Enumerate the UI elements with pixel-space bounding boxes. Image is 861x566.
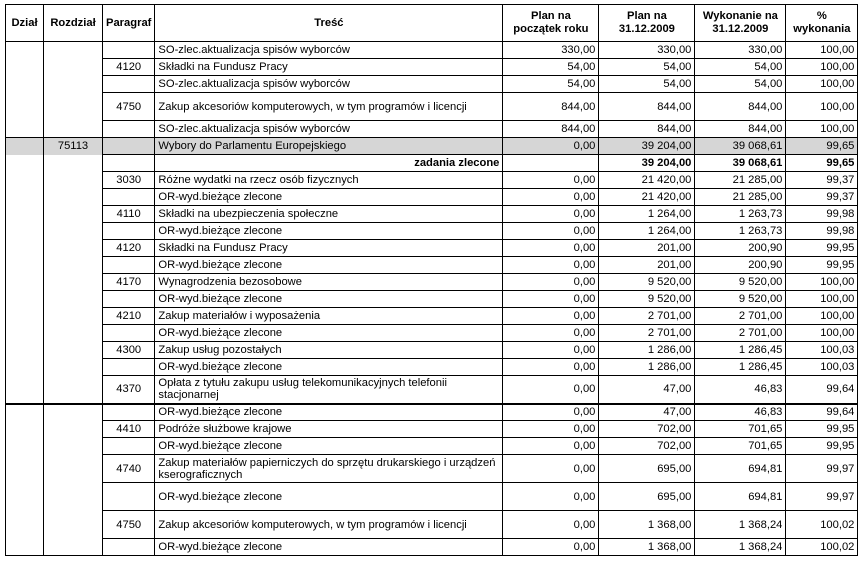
cell-plan-end: 39 204,00	[599, 155, 695, 172]
cell-dzial	[6, 325, 44, 342]
cell-procent: 99,95	[786, 421, 858, 438]
header-plan-start: Plan na początek roku	[503, 5, 599, 42]
cell-plan-start: 0,00	[503, 455, 599, 483]
table-row	[6, 189, 858, 206]
cell-tresc: OR-wyd.bieżące zlecone	[155, 257, 503, 274]
cell-dzial	[6, 342, 44, 359]
cell-dzial	[6, 189, 44, 206]
cell-procent: 99,37	[786, 189, 858, 206]
cell-plan-end: 1 286,00	[599, 342, 695, 359]
cell-dzial	[6, 455, 44, 483]
cell-procent: 99,65	[786, 155, 858, 172]
cell-dzial	[6, 240, 44, 257]
cell-dzial	[6, 59, 44, 76]
table-row	[6, 257, 858, 274]
cell-plan-start: 0,00	[503, 257, 599, 274]
cell-paragraf	[103, 42, 155, 59]
cell-procent: 100,00	[786, 76, 858, 93]
table-row	[6, 206, 858, 223]
cell-paragraf	[103, 359, 155, 376]
cell-paragraf	[103, 76, 155, 93]
cell-wykonanie: 1 263,73	[695, 206, 786, 223]
cell-wykonanie: 844,00	[695, 93, 786, 121]
cell-procent: 99,97	[786, 483, 858, 511]
cell-procent: 99,37	[786, 172, 858, 189]
cell-rozdzial	[44, 155, 103, 172]
cell-plan-start: 0,00	[503, 483, 599, 511]
cell-tresc: Składki na Fundusz Pracy	[155, 59, 503, 76]
cell-tresc: Zakup materiałów i wyposażenia	[155, 308, 503, 325]
cell-rozdzial	[44, 342, 103, 359]
cell-plan-end: 9 520,00	[599, 291, 695, 308]
table-row	[6, 223, 858, 240]
cell-paragraf: 4370	[103, 376, 155, 404]
cell-wykonanie: 844,00	[695, 121, 786, 138]
cell-rozdzial	[44, 189, 103, 206]
cell-wykonanie: 1 286,45	[695, 342, 786, 359]
header-wykonanie: Wykonanie na 31.12.2009	[695, 5, 786, 42]
cell-plan-start: 0,00	[503, 189, 599, 206]
cell-plan-end: 844,00	[599, 121, 695, 138]
cell-paragraf: 4740	[103, 455, 155, 483]
cell-tresc: Składki na ubezpieczenia społeczne	[155, 206, 503, 223]
cell-procent: 99,95	[786, 257, 858, 274]
cell-procent: 99,98	[786, 206, 858, 223]
cell-plan-end: 39 204,00	[599, 138, 695, 155]
cell-procent: 100,00	[786, 308, 858, 325]
cell-rozdzial	[44, 257, 103, 274]
cell-tresc: Zakup materiałów papierniczych do sprzętu drukarskiego i urządzeń kserograficznych	[155, 455, 503, 483]
cell-tresc: OR-wyd.bieżące zlecone	[155, 404, 503, 421]
cell-tresc: Zakup usług pozostałych	[155, 342, 503, 359]
cell-procent: 100,00	[786, 93, 858, 121]
cell-plan-start: 844,00	[503, 93, 599, 121]
cell-plan-start: 0,00	[503, 274, 599, 291]
cell-wykonanie: 200,90	[695, 240, 786, 257]
cell-paragraf: 4410	[103, 421, 155, 438]
cell-tresc: OR-wyd.bieżące zlecone	[155, 483, 503, 511]
table-row	[6, 59, 858, 76]
cell-wykonanie: 54,00	[695, 59, 786, 76]
cell-paragraf: 4110	[103, 206, 155, 223]
cell-rozdzial	[44, 455, 103, 483]
cell-paragraf	[103, 404, 155, 421]
cell-plan-start: 0,00	[503, 240, 599, 257]
table-row	[6, 93, 858, 121]
table-row	[6, 421, 858, 438]
cell-plan-end: 1 264,00	[599, 223, 695, 240]
header-tresc: Treść	[155, 5, 503, 42]
cell-paragraf: 4750	[103, 93, 155, 121]
cell-procent: 100,00	[786, 42, 858, 59]
cell-wykonanie: 694,81	[695, 455, 786, 483]
cell-plan-end: 695,00	[599, 483, 695, 511]
cell-paragraf	[103, 138, 155, 155]
table-row	[6, 42, 858, 59]
cell-paragraf: 4300	[103, 342, 155, 359]
cell-procent: 100,00	[786, 325, 858, 342]
header-row	[6, 5, 858, 42]
cell-wykonanie: 1 368,24	[695, 539, 786, 556]
cell-dzial	[6, 359, 44, 376]
table-row	[6, 483, 858, 511]
cell-dzial	[6, 274, 44, 291]
cell-wykonanie: 701,65	[695, 438, 786, 455]
cell-rozdzial	[44, 93, 103, 121]
budget-table	[5, 4, 858, 556]
table-row	[6, 342, 858, 359]
cell-procent: 100,02	[786, 539, 858, 556]
cell-plan-start: 0,00	[503, 223, 599, 240]
cell-tresc: zadania zlecone	[155, 155, 503, 172]
cell-rozdzial	[44, 376, 103, 404]
cell-rozdzial	[44, 206, 103, 223]
cell-plan-start: 0,00	[503, 421, 599, 438]
header-procent: % wykonania	[786, 5, 858, 42]
header-plan-end: Plan na 31.12.2009	[599, 5, 695, 42]
cell-procent: 100,00	[786, 291, 858, 308]
table-body	[6, 42, 858, 556]
cell-paragraf: 4120	[103, 240, 155, 257]
cell-plan-end: 21 420,00	[599, 189, 695, 206]
cell-procent: 100,03	[786, 342, 858, 359]
cell-procent: 99,98	[786, 223, 858, 240]
cell-wykonanie: 2 701,00	[695, 325, 786, 342]
cell-tresc: Składki na Fundusz Pracy	[155, 240, 503, 257]
cell-wykonanie: 200,90	[695, 257, 786, 274]
cell-dzial	[6, 93, 44, 121]
cell-dzial	[6, 172, 44, 189]
cell-dzial	[6, 121, 44, 138]
cell-plan-end: 54,00	[599, 76, 695, 93]
table-row	[6, 438, 858, 455]
cell-procent: 100,02	[786, 511, 858, 539]
cell-dzial	[6, 76, 44, 93]
cell-procent: 99,65	[786, 138, 858, 155]
cell-plan-end: 702,00	[599, 438, 695, 455]
cell-plan-start: 0,00	[503, 539, 599, 556]
cell-paragraf	[103, 325, 155, 342]
cell-wykonanie: 1 263,73	[695, 223, 786, 240]
cell-tresc: OR-wyd.bieżące zlecone	[155, 539, 503, 556]
cell-plan-start: 54,00	[503, 76, 599, 93]
cell-plan-start: 844,00	[503, 121, 599, 138]
cell-wykonanie: 701,65	[695, 421, 786, 438]
cell-dzial	[6, 483, 44, 511]
cell-plan-end: 2 701,00	[599, 325, 695, 342]
cell-plan-start: 0,00	[503, 438, 599, 455]
cell-procent: 100,00	[786, 121, 858, 138]
cell-procent: 100,03	[786, 359, 858, 376]
cell-plan-start: 0,00	[503, 359, 599, 376]
cell-tresc: SO-zlec.aktualizacja spisów wyborców	[155, 42, 503, 59]
cell-wykonanie: 46,83	[695, 404, 786, 421]
cell-plan-start: 0,00	[503, 511, 599, 539]
cell-tresc: OR-wyd.bieżące zlecone	[155, 291, 503, 308]
cell-paragraf: 4210	[103, 308, 155, 325]
table-row	[6, 291, 858, 308]
header-paragraf: Paragraf	[103, 5, 155, 42]
cell-dzial	[6, 308, 44, 325]
cell-rozdzial	[44, 308, 103, 325]
table-row	[6, 155, 858, 172]
cell-plan-start: 54,00	[503, 59, 599, 76]
cell-tresc: Podróże służbowe krajowe	[155, 421, 503, 438]
cell-plan-start: 0,00	[503, 172, 599, 189]
cell-rozdzial	[44, 121, 103, 138]
cell-plan-end: 695,00	[599, 455, 695, 483]
table-row	[6, 138, 858, 155]
cell-wykonanie: 39 068,61	[695, 138, 786, 155]
table-row	[6, 76, 858, 93]
cell-wykonanie: 694,81	[695, 483, 786, 511]
table-row	[6, 455, 858, 483]
cell-procent: 100,00	[786, 59, 858, 76]
cell-rozdzial	[44, 223, 103, 240]
cell-paragraf: 3030	[103, 172, 155, 189]
cell-wykonanie: 9 520,00	[695, 274, 786, 291]
table-row	[6, 325, 858, 342]
cell-dzial	[6, 42, 44, 59]
cell-plan-end: 47,00	[599, 376, 695, 404]
cell-dzial	[6, 438, 44, 455]
cell-procent: 99,64	[786, 376, 858, 404]
cell-plan-end: 21 420,00	[599, 172, 695, 189]
cell-rozdzial: 75113	[44, 138, 103, 155]
cell-plan-end: 9 520,00	[599, 274, 695, 291]
cell-plan-start	[503, 155, 599, 172]
cell-tresc: Opłata z tytułu zakupu usług telekomunikacyjnych telefonii stacjonarnej	[155, 376, 503, 404]
cell-rozdzial	[44, 42, 103, 59]
cell-rozdzial	[44, 404, 103, 421]
cell-procent: 99,64	[786, 404, 858, 421]
cell-dzial	[6, 138, 44, 155]
cell-dzial	[6, 223, 44, 240]
cell-paragraf: 4170	[103, 274, 155, 291]
cell-dzial	[6, 376, 44, 404]
cell-procent: 99,97	[786, 455, 858, 483]
cell-paragraf	[103, 121, 155, 138]
cell-plan-end: 54,00	[599, 59, 695, 76]
cell-tresc: OR-wyd.bieżące zlecone	[155, 359, 503, 376]
header-rozdzial: Rozdział	[44, 5, 103, 42]
cell-wykonanie: 330,00	[695, 42, 786, 59]
cell-rozdzial	[44, 274, 103, 291]
cell-plan-start: 0,00	[503, 342, 599, 359]
cell-tresc: Zakup akcesoriów komputerowych, w tym programów i licencji	[155, 511, 503, 539]
cell-tresc: SO-zlec.aktualizacja spisów wyborców	[155, 76, 503, 93]
cell-plan-end: 201,00	[599, 240, 695, 257]
cell-tresc: OR-wyd.bieżące zlecone	[155, 438, 503, 455]
cell-dzial	[6, 539, 44, 556]
cell-plan-end: 2 701,00	[599, 308, 695, 325]
cell-dzial	[6, 291, 44, 308]
cell-procent: 99,95	[786, 438, 858, 455]
cell-plan-start: 0,00	[503, 138, 599, 155]
cell-plan-start: 0,00	[503, 291, 599, 308]
table-row	[6, 308, 858, 325]
cell-tresc: Wynagrodzenia bezosobowe	[155, 274, 503, 291]
cell-paragraf	[103, 291, 155, 308]
cell-rozdzial	[44, 76, 103, 93]
cell-rozdzial	[44, 421, 103, 438]
table-row	[6, 376, 858, 404]
cell-plan-start: 0,00	[503, 404, 599, 421]
cell-tresc: SO-zlec.aktualizacja spisów wyborców	[155, 121, 503, 138]
cell-plan-start: 0,00	[503, 325, 599, 342]
cell-tresc: OR-wyd.bieżące zlecone	[155, 223, 503, 240]
table-row	[6, 172, 858, 189]
cell-wykonanie: 2 701,00	[695, 308, 786, 325]
cell-wykonanie: 46,83	[695, 376, 786, 404]
cell-wykonanie: 1 368,24	[695, 511, 786, 539]
table-row	[6, 121, 858, 138]
cell-tresc: Wybory do Parlamentu Europejskiego	[155, 138, 503, 155]
cell-rozdzial	[44, 438, 103, 455]
cell-dzial	[6, 404, 44, 421]
cell-paragraf	[103, 483, 155, 511]
table-row	[6, 404, 858, 421]
cell-plan-end: 47,00	[599, 404, 695, 421]
cell-plan-end: 1 264,00	[599, 206, 695, 223]
cell-plan-start: 330,00	[503, 42, 599, 59]
cell-procent: 99,95	[786, 240, 858, 257]
cell-wykonanie: 21 285,00	[695, 172, 786, 189]
cell-paragraf	[103, 539, 155, 556]
cell-rozdzial	[44, 539, 103, 556]
cell-dzial	[6, 511, 44, 539]
cell-paragraf	[103, 155, 155, 172]
cell-dzial	[6, 421, 44, 438]
cell-rozdzial	[44, 59, 103, 76]
cell-rozdzial	[44, 291, 103, 308]
cell-tresc: Zakup akcesoriów komputerowych, w tym programów i licencji	[155, 93, 503, 121]
cell-wykonanie: 1 286,45	[695, 359, 786, 376]
cell-plan-end: 844,00	[599, 93, 695, 121]
cell-plan-end: 1 368,00	[599, 511, 695, 539]
cell-paragraf: 4750	[103, 511, 155, 539]
cell-rozdzial	[44, 325, 103, 342]
cell-wykonanie: 9 520,00	[695, 291, 786, 308]
cell-paragraf	[103, 189, 155, 206]
table-row	[6, 511, 858, 539]
cell-wykonanie: 54,00	[695, 76, 786, 93]
cell-rozdzial	[44, 359, 103, 376]
cell-plan-end: 702,00	[599, 421, 695, 438]
cell-procent: 100,00	[786, 274, 858, 291]
cell-paragraf: 4120	[103, 59, 155, 76]
cell-dzial	[6, 155, 44, 172]
cell-wykonanie: 21 285,00	[695, 189, 786, 206]
cell-plan-end: 1 286,00	[599, 359, 695, 376]
cell-plan-start: 0,00	[503, 376, 599, 404]
cell-plan-start: 0,00	[503, 206, 599, 223]
table-row	[6, 240, 858, 257]
cell-plan-start: 0,00	[503, 308, 599, 325]
table-row	[6, 539, 858, 556]
cell-dzial	[6, 257, 44, 274]
cell-wykonanie: 39 068,61	[695, 155, 786, 172]
cell-tresc: OR-wyd.bieżące zlecone	[155, 189, 503, 206]
cell-plan-end: 1 368,00	[599, 539, 695, 556]
cell-rozdzial	[44, 483, 103, 511]
cell-plan-end: 330,00	[599, 42, 695, 59]
cell-paragraf	[103, 257, 155, 274]
cell-tresc: Różne wydatki na rzecz osób fizycznych	[155, 172, 503, 189]
cell-rozdzial	[44, 511, 103, 539]
cell-tresc: OR-wyd.bieżące zlecone	[155, 325, 503, 342]
cell-dzial	[6, 206, 44, 223]
table-row	[6, 359, 858, 376]
header-dzial: Dział	[6, 5, 44, 42]
cell-rozdzial	[44, 172, 103, 189]
table-row	[6, 274, 858, 291]
cell-paragraf	[103, 438, 155, 455]
cell-rozdzial	[44, 240, 103, 257]
cell-plan-end: 201,00	[599, 257, 695, 274]
cell-paragraf	[103, 223, 155, 240]
